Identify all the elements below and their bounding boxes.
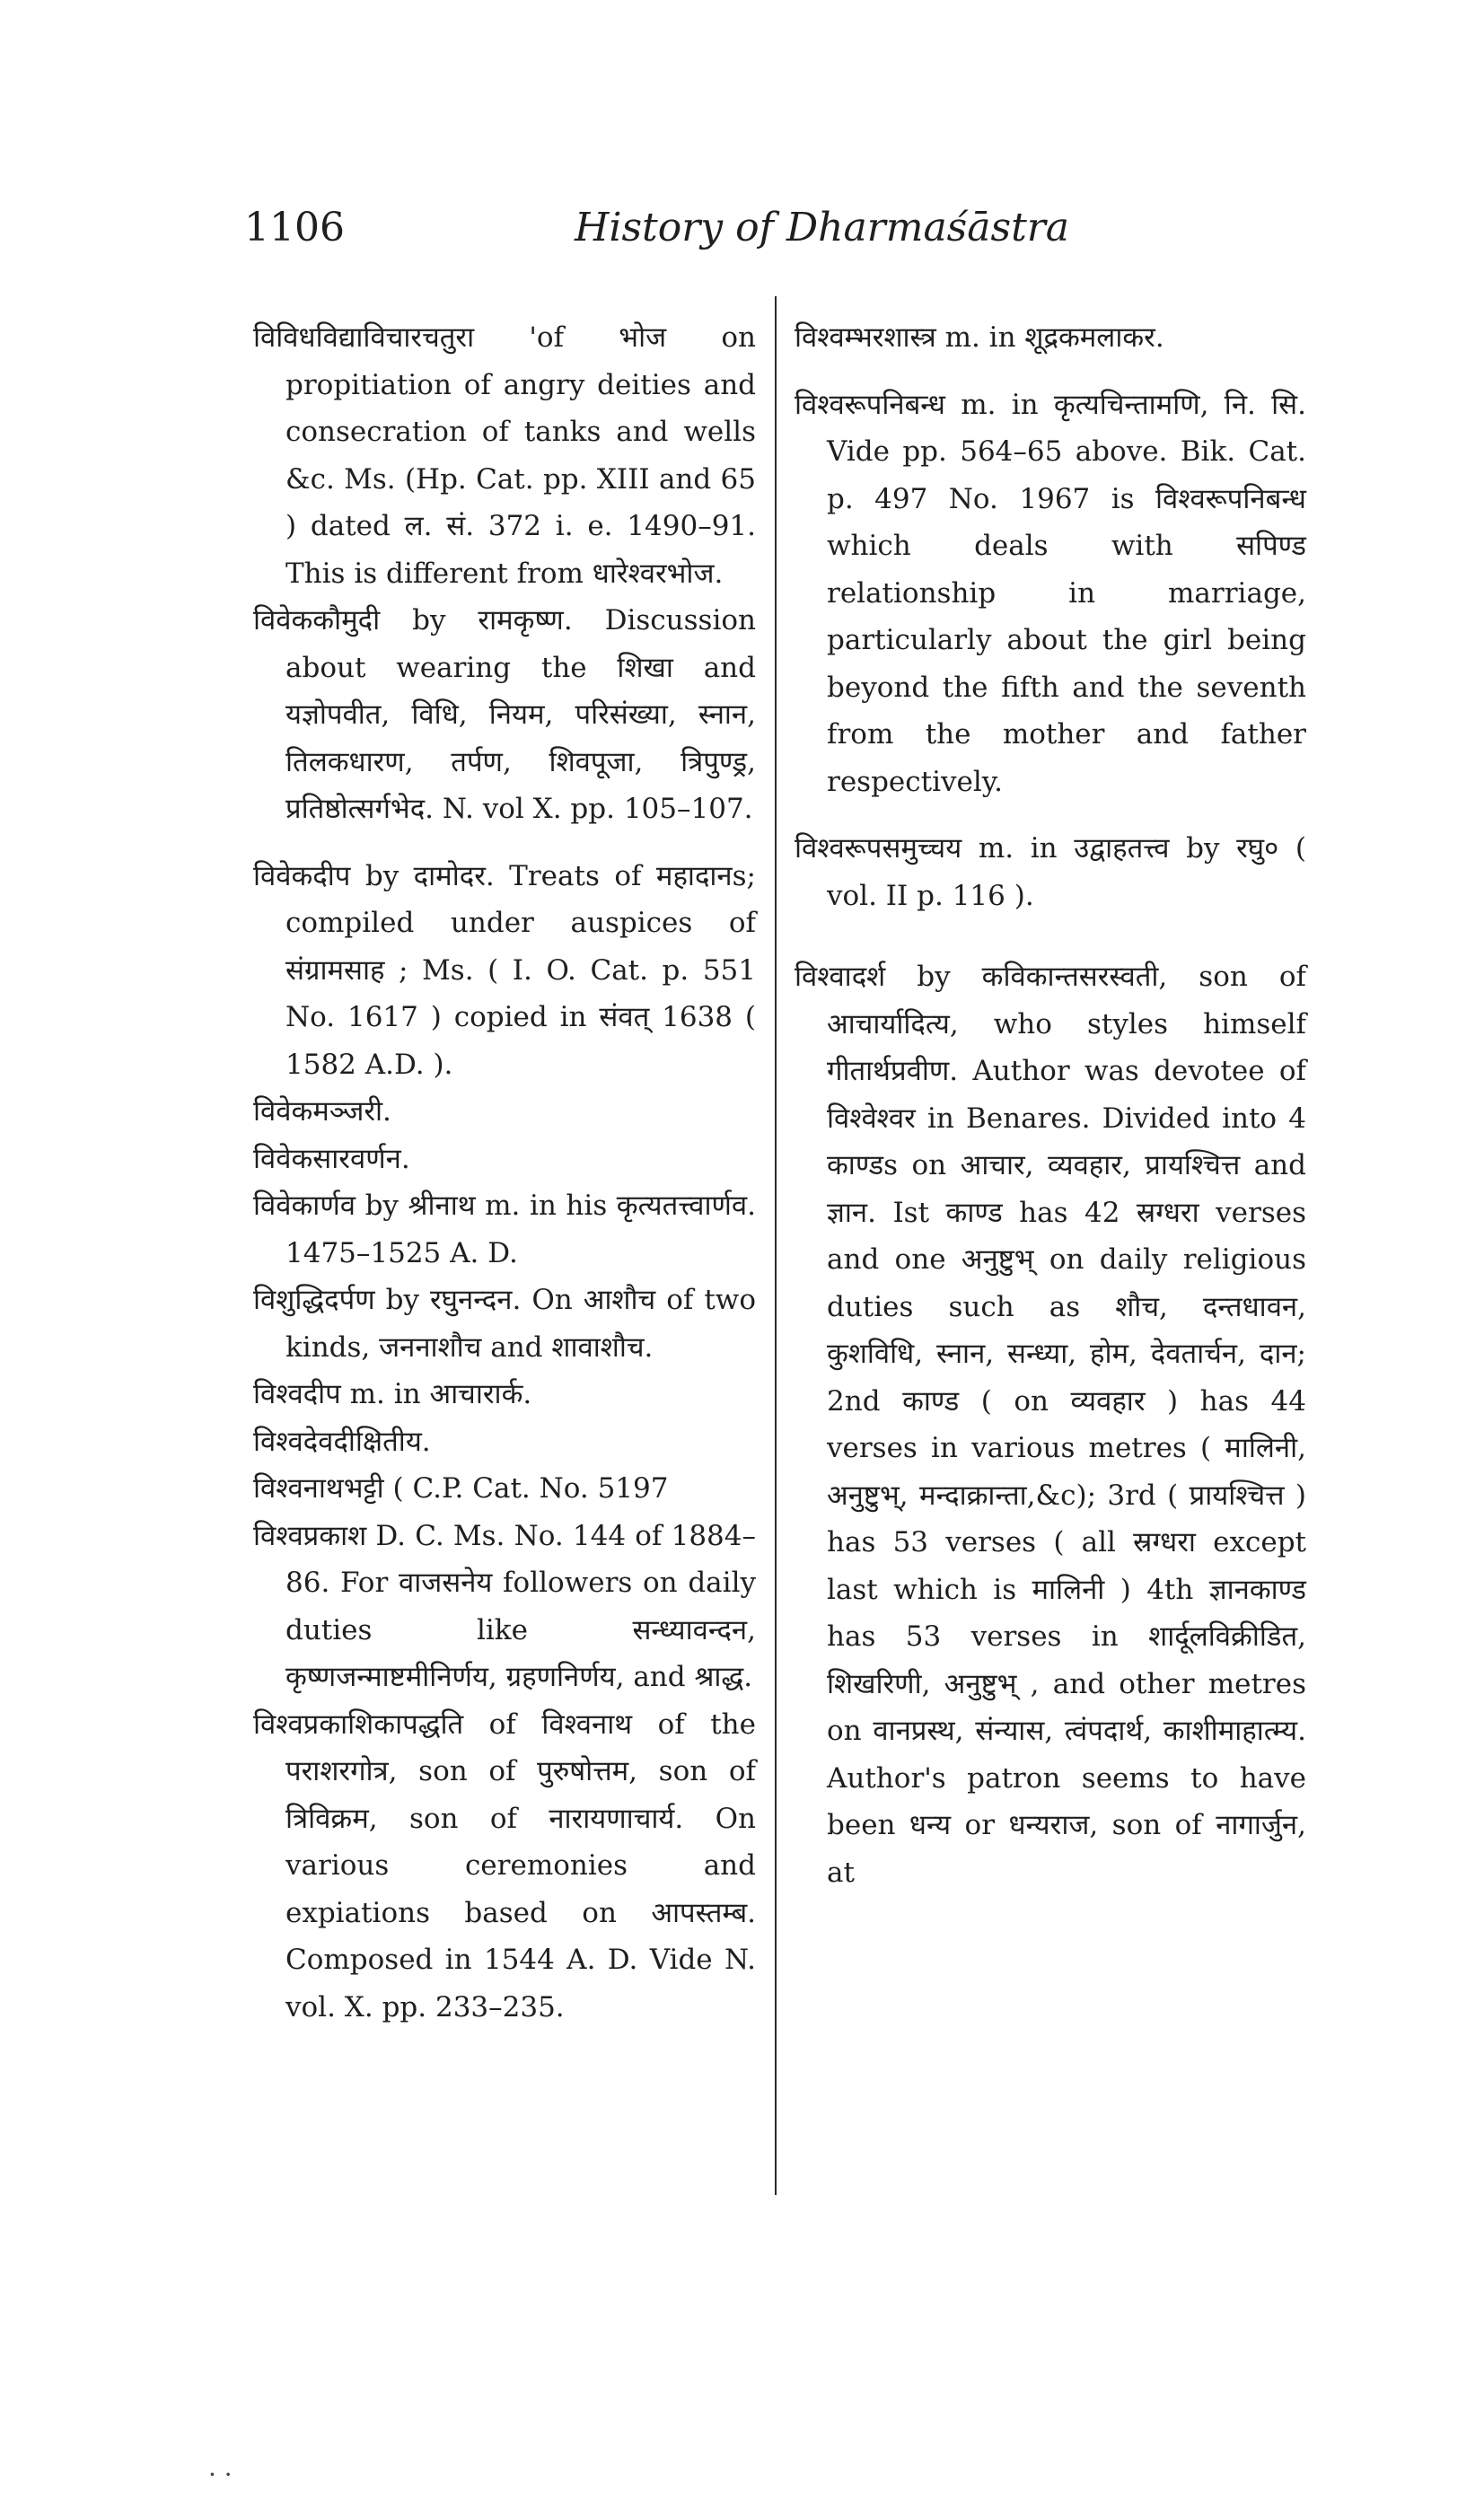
entry-vivekasaravarnana: विवेकसारवर्णन. <box>253 1142 410 1175</box>
entry-vivekadipa: विवेकदीप by दामोदर. Treats of महादानs; compiled under auspices of संग्रामसाह ; Ms. ( I. O. Cat. p. 551 No. 1617 ) copied in संवत् 1638 ( 1582 A.D. ). <box>253 859 756 1081</box>
entry-vishvarupanibandha: विश्वरूपनिबन्ध m. in कृत्यचिन्तामणि, नि. सि. Vide pp. 564–65 above. Bik. Cat. p. 497 No. 1967 is विश्वरूपनिबन्ध which deals with सपिण्ड relationship in marriage, particularly about the girl being beyond the fifth and the seventh from the mother and father respectively. <box>795 388 1306 798</box>
entry-vishvanathabhatti: विश्वनाथभट्टी ( C.P. Cat. No. 5197 <box>253 1472 669 1505</box>
page-number: 1106 <box>244 205 345 250</box>
entry-vishvadipa: विश्वदीप m. in आचारार्क. <box>253 1378 532 1410</box>
entry-vishvaprakasha: विश्वप्रकाश D. C. Ms. No. 144 of 1884–86. For वाजसनेय followers on daily duties like सन्ध्यावन्दन, कृष्णजन्माष्टमीनिर्णय, ग्रहणनिर्णय, and श्राद्ध. <box>253 1519 756 1693</box>
entry-vishvarupasamuccaya: विश्वरूपसमुच्चय m. in उद्वाहतत्त्व by रघु० ( vol. II p. 116 ). <box>795 832 1306 912</box>
entry-vishvaprakashikapaddhati: विश्वप्रकाशिकापद्धति of विश्वनाथ of the पराशरगोत्र, son of पुरुषोत्तम, son of त्रिविक्रम, son of नारायणाचार्य. On various ceremonies and expiations based on आपस्तम्ब. Composed in 1544 A. D. Vide N. vol. X. pp. 233–235. <box>253 1708 756 2024</box>
entry-vivekarnava: विवेकार्णव by श्रीनाथ m. in his कृत्यतत्त्वार्णव. 1475–1525 A. D. <box>253 1190 756 1269</box>
running-title: History of Dharmaśāstra <box>575 205 1070 250</box>
entry-vivekamanjari: विवेकमञ्जरी. <box>253 1095 391 1128</box>
entry-vividhavidya: विविधविद्याविचारचतुरा 'of भोज on propitiation of angry deities and consecration of tanks and wells &c. Ms. (Hp. Cat. pp. XIII and 65 ) dated ल. सं. 372 i. e. 1490–91. This is different from धारेश्वरभोज. <box>253 321 756 590</box>
entry-vivekakaumudi: विवेककौमुदी by रामकृष्ण. Discussion about wearing the शिखा and यज्ञोपवीत, विधि, नियम, परिसंख्या, स्नान, तिलकधारण, तर्पण, शिवपूजा, त्रिपुण्ड्र, प्रतिष्ठोत्सर्गभेद. N. vol X. pp. 105–107. <box>253 604 756 825</box>
entry-vishvadevadikshitiya: विश्वदेवदीक्षितीय. <box>253 1425 431 1458</box>
stray-marks: · · <box>208 2460 233 2489</box>
page-header <box>0 205 1484 268</box>
entry-vishuddhidarpana: विशुद्धिदर्पण by रघुनन्दन. On आशौच of two kinds, जननाशौच and शावाशौच. <box>253 1284 756 1364</box>
left-column <box>253 314 756 2031</box>
entry-vishvadarsha: विश्वादर्श by कविकान्तसरस्वती, son of आचार्यादित्य, who styles himself गीतार्थप्रवीण. Author was devotee of विश्वेश्वर in Benares. Divided into 4 काण्डs on आचार, व्यवहार, प्रायश्चित्त and ज्ञान. Ist काण्ड has 42 स्रग्धरा verses and one अनुष्टुभ् on daily religious duties such as शौच, दन्तधावन, कुशविधि, स्नान, सन्ध्या, होम, देवतार्चन, दान; 2nd काण्ड ( on व्यवहार ) has 44 verses in various metres ( मालिनी, अनुष्टुभ्, मन्दाक्रान्ता,&c); 3rd ( प्रायश्चित्त ) has 53 verses ( all स्रग्धरा except last which is मालिनी ) 4th ज्ञानकाण्ड has 53 verses in शार्दूलविक्रीडित, शिखरिणी, अनुष्टुभ् , and other metres on वानप्रस्थ, संन्यास, त्वंपदार्थ, काशीमाहात्म्य. Author's patron seems to have been धन्य or धन्यराज, son of नागार्जुन, at <box>795 961 1306 1889</box>
entry-vishvambharashastra: विश्वम्भरशास्त्र m. in शूद्रकमलाकर. <box>795 321 1164 354</box>
right-column <box>795 314 1306 1896</box>
column-divider <box>775 296 777 2195</box>
